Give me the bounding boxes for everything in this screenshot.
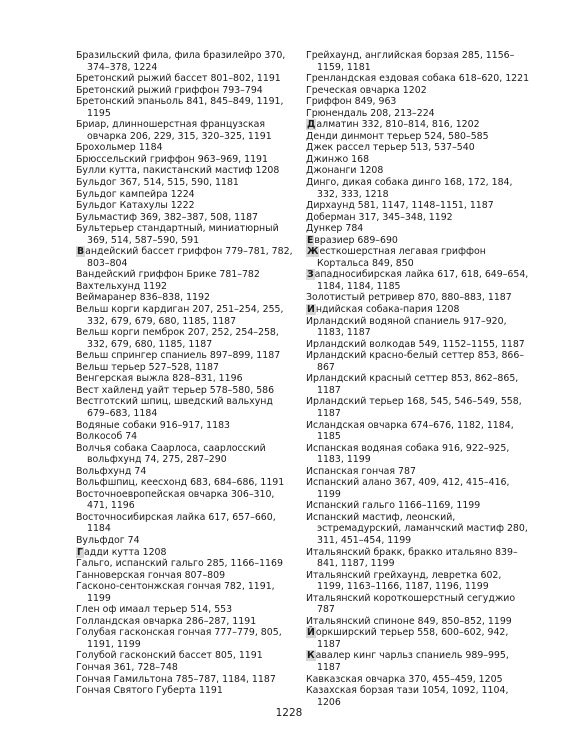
index-entry — [76, 292, 298, 304]
index-entry — [76, 443, 298, 466]
index-entry-text: ападносибирская лайка 617, 618, 649–654, 1184, 1184, 1185 — [314, 269, 529, 292]
index-entry — [306, 373, 530, 396]
index-entry-text: Кавказская овчарка 370, 455–459, 1205 — [306, 673, 503, 685]
index-entry-text: Гончая Святого Губерта 1191 — [76, 685, 223, 697]
index-entry — [76, 385, 298, 397]
index-entry — [306, 570, 530, 593]
page-number: 1228 — [275, 707, 303, 719]
index-entry — [76, 616, 298, 628]
index-entry — [306, 177, 530, 200]
index-entry — [76, 85, 298, 97]
index-entry-text: Вельш терьер 527–528, 1187 — [76, 361, 219, 373]
index-entry-text: Бульдог Катахулы 1222 — [76, 200, 195, 212]
section-letter: К — [307, 650, 315, 662]
index-entry-text: Брохольмер 1184 — [76, 142, 163, 154]
index-entry-text: Грюнендаль 208, 213–224 — [306, 107, 435, 119]
index-entry — [76, 200, 298, 212]
section-letter: Г — [77, 546, 83, 558]
index-entry — [306, 246, 530, 269]
index-entry — [76, 604, 298, 616]
index-entry-text: Дирхаунд 581, 1147, 1148–1151, 1187 — [306, 200, 494, 212]
index-entry — [76, 212, 298, 224]
index-entry — [306, 466, 530, 478]
index-entry — [76, 420, 298, 432]
section-letter: Ж — [307, 246, 319, 258]
index-entry-text: Волчья собака Саарлоса, саарлосский вольфхунд 74, 275, 287–290 — [76, 442, 266, 466]
index-entry-text: Итальянский бракк, бракко итальяно 839–841, 1187, 1199 — [306, 546, 518, 570]
index-entry-text: Бразильский фила, фила бразилейро 370, 374–378, 1224 — [76, 50, 286, 73]
index-entry — [306, 339, 530, 351]
index-entry — [76, 466, 298, 478]
section-letter: Й — [307, 627, 315, 639]
index-entry-text: авалер кинг чарльз спаниель 989–995, 1187 — [315, 650, 509, 673]
index-entry — [306, 350, 530, 373]
index-entry-text: оркширский терьер 558, 600–602, 942, 1187 — [315, 627, 509, 650]
index-entry — [76, 165, 298, 177]
index-entry — [306, 627, 530, 650]
index-entry — [76, 350, 298, 362]
index-entry-text: Греческая овчарка 1202 — [306, 84, 427, 96]
index-entry-text: Итальянский грейхаунд, левретка 602, 1199, 1163–1166, 1187, 1196, 1199 — [306, 569, 502, 593]
index-entry — [306, 500, 530, 512]
index-entry-text: Водяные собаки 916–917, 1183 — [76, 419, 231, 431]
index-entry — [76, 535, 298, 547]
index-entry-text: Ганноверская гончая 807–809 — [76, 569, 226, 581]
index-entry-text: Ирландский терьер 168, 545, 546–549, 558, 1187 — [306, 396, 522, 419]
index-entry-text: Джинжо 168 — [306, 153, 370, 165]
index-entry — [76, 650, 298, 662]
index-entry — [306, 650, 530, 673]
index-entry — [306, 477, 530, 500]
index-entry-text: Бретонский эпаньоль 841, 845–849, 1191, 1195 — [76, 96, 284, 119]
index-entry — [76, 396, 298, 419]
index-entry-text: Ирландский красно-белый сеттер 853, 866–867 — [306, 350, 525, 373]
index-entry — [76, 50, 298, 73]
index-entry-text: Гренландская ездовая собака 618–620, 1221 — [306, 73, 530, 85]
index-entry — [76, 477, 298, 489]
index-entry — [76, 362, 298, 374]
index-entry — [76, 570, 298, 582]
index-entry — [306, 396, 530, 419]
index-entry-text: Восточносибирская лайка 617, 657–660, 1184 — [76, 511, 276, 535]
index-entry — [76, 662, 298, 674]
index-entry-text: Вольфшпиц, кеесхонд 683, 684–686, 1191 — [76, 477, 285, 489]
index-entry — [76, 246, 298, 269]
index-entry-text: Бультерьер стандартный, миниатюрный 369, 514, 587–590, 591 — [76, 223, 279, 246]
index-entry-text: Вандейский гриффон Брике 781–782 — [76, 269, 260, 281]
index-entry-text: Итальянский короткошерстный сегуджио 787 — [306, 592, 516, 616]
index-entry — [76, 489, 298, 512]
index-entry-text: алматин 332, 810–814, 816, 1202 — [316, 119, 480, 131]
index-entry — [76, 674, 298, 686]
index-entry — [76, 685, 298, 697]
index-entry — [76, 269, 298, 281]
index-entry — [306, 96, 530, 108]
index-entry — [76, 154, 298, 166]
index-entry — [76, 373, 298, 385]
index-entry-text: Волкособ 74 — [76, 431, 138, 443]
index-entry-text: Булли кутта, пакистанский мастиф 1208 — [76, 165, 280, 177]
index-entry-text: Джек рассел терьер 513, 537–540 — [306, 142, 475, 154]
index-entry-text: Исландская овчарка 674–676, 1182, 1184, 1185 — [306, 419, 514, 443]
index-entry — [76, 177, 298, 189]
index-entry — [76, 327, 298, 350]
index-column-left — [76, 50, 298, 697]
index-column-right — [306, 50, 530, 708]
index-entry — [76, 512, 298, 535]
index-entry — [306, 200, 530, 212]
index-entry — [306, 512, 530, 547]
index-entry — [306, 119, 530, 131]
index-entry-text: Брюссельский гриффон 963–969, 1191 — [76, 153, 268, 165]
index-entry-text: Денди динмонт терьер 524, 580–585 — [306, 130, 489, 142]
index-entry-text: ндийская собака-пария 1208 — [315, 304, 460, 316]
index-entry — [76, 223, 298, 246]
index-entry — [306, 269, 530, 292]
index-entry-text: Джонанги 1208 — [306, 165, 384, 177]
index-entry — [306, 85, 530, 97]
index-entry-text: Венгерская выжла 828–831, 1196 — [76, 373, 243, 385]
index-entry-text: Гальго, испанский гальго 285, 1166–1169 — [76, 558, 283, 570]
index-entry-text: Бульдог кампейра 1224 — [76, 188, 195, 200]
index-entry-text: Испанская гончая 787 — [306, 465, 416, 477]
index-entry-text: Доберман 317, 345–348, 1192 — [306, 211, 453, 223]
index-entry-text: Итальянский спиноне 849, 850–852, 1199 — [306, 615, 512, 627]
index-entry-text: Ирландский волкодав 549, 1152–1155, 1187 — [306, 338, 525, 350]
index-entry — [76, 581, 298, 604]
index-entry-text: Бульдог 367, 514, 515, 590, 1181 — [76, 177, 239, 189]
index-entry — [76, 304, 298, 327]
index-entry — [76, 281, 298, 293]
index-entry — [76, 189, 298, 201]
index-entry — [306, 674, 530, 686]
index-entry-text: Гончая Гамильтона 785–787, 1184, 1187 — [76, 673, 276, 685]
index-entry-text: Золотистый ретривер 870, 880–883, 1187 — [306, 292, 512, 304]
index-entry-text: Вахтельхунд 1192 — [76, 280, 168, 292]
index-entry-text: андейский бассет гриффон 779–781, 782, 803–804 — [85, 246, 293, 269]
index-entry — [306, 108, 530, 120]
index-entry-text: Голубая гасконская гончая 777–779, 805, 1191, 1199 — [76, 627, 282, 650]
index-entry — [76, 96, 298, 119]
index-entry-text: Голландская овчарка 286–287, 1191 — [76, 615, 257, 627]
index-entry-text: Голубой гасконский бассет 805, 1191 — [76, 650, 263, 662]
index-entry — [76, 142, 298, 154]
index-entry-text: Казахская борзая тази 1054, 1092, 1104, 1206 — [306, 685, 509, 708]
index-entry — [306, 292, 530, 304]
index-entry-text: Испанская водяная собака 916, 922–925, 1183, 1199 — [306, 442, 510, 466]
index-entry-text: вразиер 689–690 — [314, 234, 398, 246]
index-entry-text: Вульфдог 74 — [76, 534, 140, 546]
index-entry-text: Ирландский водяной спаниель 917–920, 1183, 1187 — [306, 315, 507, 339]
index-entry-text: Испанский гальго 1166–1169, 1199 — [306, 500, 481, 512]
index-entry-text: Дункер 784 — [306, 223, 364, 235]
index-entry-text: Глен оф имаал терьер 514, 553 — [76, 604, 233, 616]
index-entry-text: Вестготский шпиц, шведский вальхунд 679–683, 1184 — [76, 396, 273, 419]
index-entry — [76, 119, 298, 142]
index-entry — [306, 212, 530, 224]
index-entry — [76, 547, 298, 559]
index-entry — [306, 223, 530, 235]
index-entry-text: Испанский мастиф, леонский, эстремадурский, ламанчский мастиф 280, 311, 451–454, 1199 — [306, 511, 528, 546]
index-entry — [306, 547, 530, 570]
index-entry-text: Восточноевропейская овчарка 306–310, 471, 1196 — [76, 488, 275, 512]
section-letter: Е — [307, 234, 314, 246]
index-entry-text: Гасконо-сентонжская гончая 782, 1191, 1199 — [76, 581, 275, 604]
index-entry-text: Испанский алано 367, 409, 412, 415–416, 1199 — [306, 477, 510, 500]
index-entry — [76, 627, 298, 650]
section-letter: З — [307, 269, 314, 281]
index-entry-text: Вельш корги кардиган 207, 251–254, 255, 332, 679, 679, 680, 1185, 1187 — [76, 304, 284, 327]
index-entry — [306, 142, 530, 154]
index-entry — [76, 558, 298, 570]
index-entry-text: Бриар, длинношерстная французская овчарка 206, 229, 315, 320–325, 1191 — [76, 119, 272, 142]
index-entry-text: Бретонский рыжий бассет 801–802, 1191 — [76, 73, 281, 85]
index-entry-text: Веймаранер 836–838, 1192 — [76, 292, 210, 304]
section-letter: В — [77, 246, 85, 258]
index-entry — [306, 443, 530, 466]
index-entry — [306, 616, 530, 628]
index-entry — [306, 316, 530, 339]
index-entry-text: Вельш спрингер спаниель 897–899, 1187 — [76, 350, 281, 362]
section-letter: Д — [307, 119, 316, 131]
index-entry — [306, 593, 530, 616]
index-entry — [306, 154, 530, 166]
index-entry-text: Бретонский рыжий гриффон 793–794 — [76, 84, 263, 96]
index-entry-text: Бульмастиф 369, 382–387, 508, 1187 — [76, 211, 259, 223]
index-entry — [76, 431, 298, 443]
index-entry-text: Ирландский красный сеттер 853, 862–865, 1187 — [306, 373, 519, 396]
index-entry-text: Гриффон 849, 963 — [306, 96, 397, 108]
index-entry-text: Грейхаунд, английская борзая 285, 1156–1159, 1181 — [306, 50, 515, 73]
index-entry — [306, 73, 530, 85]
index-entry — [306, 304, 530, 316]
index-entry — [306, 131, 530, 143]
index-entry-text: Гончая 361, 728–748 — [76, 661, 178, 673]
index-entry — [306, 165, 530, 177]
index-entry-text: адди кутта 1208 — [83, 546, 167, 558]
section-letter: И — [307, 304, 315, 316]
index-entry-text: есткошерстная легавая гриффон Кортальса 849, 850 — [317, 246, 486, 269]
index-entry-text: Вест хайленд уайт терьер 578–580, 586 — [76, 384, 275, 396]
index-entry-text: Вольфхунд 74 — [76, 465, 147, 477]
index-entry — [306, 420, 530, 443]
index-entry — [306, 50, 530, 73]
index-entry — [76, 73, 298, 85]
index-entry-text: Вельш корги пемброк 207, 252, 254–258, 332, 679, 680, 1185, 1187 — [76, 327, 279, 350]
index-entry — [306, 235, 530, 247]
index-entry-text: Динго, дикая собака динго 168, 172, 184, 332, 333, 1218 — [306, 177, 513, 200]
index-entry — [306, 685, 530, 708]
